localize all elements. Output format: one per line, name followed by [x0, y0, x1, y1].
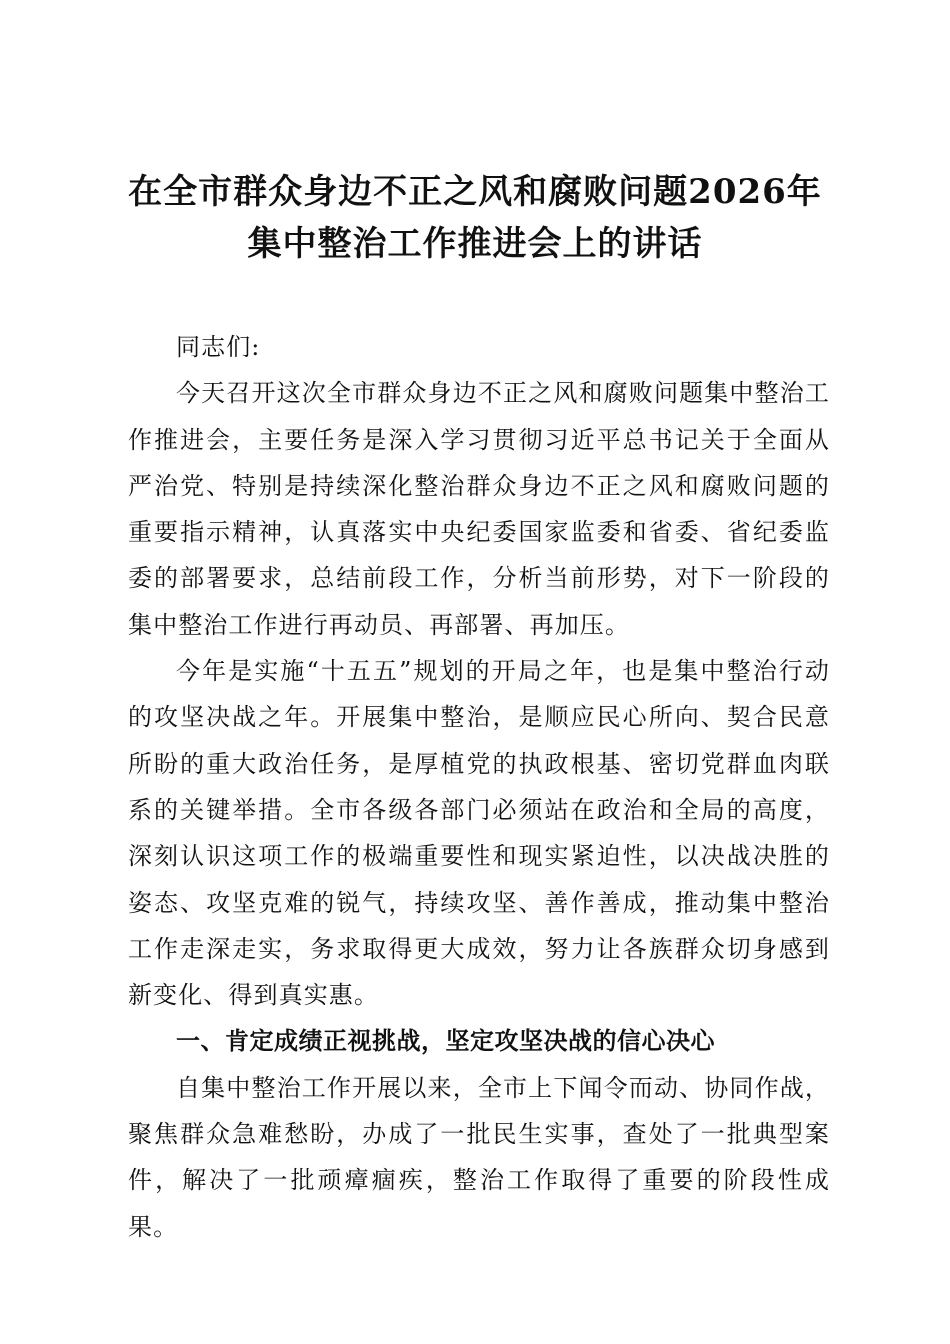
paragraph-1: 今天召开这次全市群众身边不正之风和腐败问题集中整治工作推进会，主要任务是深入学习贯彻习近平总书记关于全面从严治党、特别是持续深化整治群众身边不正之风和腐败问题的重要指示精神，认真落实中央纪委国家监委和省委、省纪委监委的部署要求，总结前段工作，分析当前形势，对下一阶段的集中整治工作进行再动员、再部署、再加压。: [128, 379, 830, 639]
section-paragraph: 自集中整治工作开展以来，全市上下闻令而动、协同作战，聚焦群众急难愁盼，办成了一批民生实事，查处了一批典型案件，解决了一批顽瘴痼疾，整治工作取得了重要的阶段性成果。: [128, 1073, 830, 1241]
title-line-1: 在全市群众身边不正之风和腐败问题2026年: [128, 172, 822, 212]
salutation: 同志们:: [176, 333, 261, 361]
section-heading: 一、肯定成绩正视挑战，坚定攻坚决战的信心决心: [176, 1027, 715, 1056]
paragraph-2: 今年是实施“十五五”规划的开局之年，也是集中整治行动的攻坚决战之年。开展集中整治，是顺应民心所向、契合民意所盼的重大政治任务，是厚植党的执政根基、密切党群血肉联系的关键举措。全市各级各部门必须站在政治和全局的高度，深刻认识这项工作的极端重要性和现实紧迫性，以决战决胜的姿态、攻坚克难的锐气，持续攻坚、善作善成，推动集中整治工作走深走实，务求取得更大成效，努力让各族群众切身感到新变化、得到真实惠。: [128, 657, 830, 1010]
title-line-2: 集中整治工作推进会上的讲话: [247, 224, 703, 264]
document-title: [100, 166, 850, 270]
document-body: [128, 324, 830, 1250]
